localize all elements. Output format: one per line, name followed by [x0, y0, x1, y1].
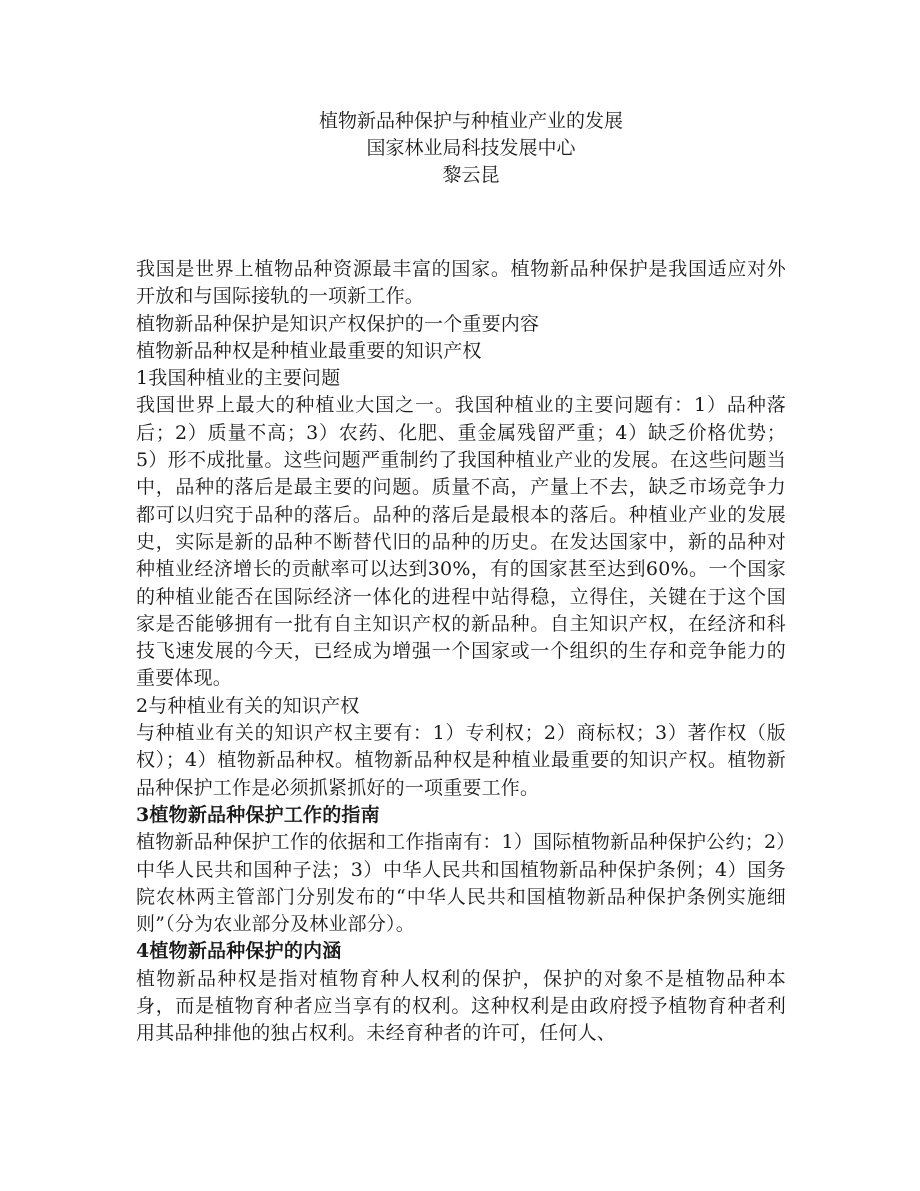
paragraph: 与种植业有关的知识产权主要有：1）专利权；2）商标权；3）著作权（版权）；4）植物新品种权。植物新品种权是种植业最重要的知识产权。植物新品种保护工作是必须抓紧抓好的一项重要工作。 — [136, 722, 786, 799]
organization-name: 国家林业局科技发展中心 — [366, 137, 576, 159]
section-heading: 1我国种植业的主要问题 — [136, 367, 341, 390]
document-page — [136, 108, 786, 1048]
document-title: 植物新品种保护与种植业产业的发展 — [318, 110, 623, 132]
paragraph: 我国是世界上植物品种资源最丰富的国家。植物新品种保护是我国适应对外开放和与国际接轨的一项新工作。 — [136, 258, 786, 308]
author-name: 黎云昆 — [442, 164, 500, 186]
paragraph: 植物新品种权是种植业最重要的知识产权 — [136, 339, 482, 362]
title-block — [156, 108, 786, 189]
document-body — [136, 256, 786, 1048]
paragraph: 植物新品种权是指对植物育种人权利的保护，保护的对象不是植物品种本身，而是植物育种者应当享有的权利。这种权利是由政府授予植物育种者利用其品种排他的独占权利。未经育种者的许可，任何人、 — [136, 967, 786, 1045]
section-heading: 4植物新品种保护的内涵 — [136, 940, 342, 963]
paragraph: 植物新品种保护工作的依据和工作指南有：1）国际植物新品种保护公约；2）中华人民共和国种子法；3）中华人民共和国植物新品种保护条例；4）国务院农林两主管部门分别发布的“中华人民共和国植物新品种保护条例实施细则”（分为农业部分及林业部分）。 — [136, 831, 786, 936]
section-heading: 3植物新品种保护工作的指南 — [136, 803, 380, 826]
paragraph: 植物新品种保护是知识产权保护的一个重要内容 — [136, 312, 540, 335]
section-heading: 2与种植业有关的知识产权 — [136, 694, 360, 717]
paragraph: 我国世界上最大的种植业大国之一。我国种植业的主要问题有：1）品种落后；2）质量不高；3）农药、化肥、重金属残留严重；4）缺乏价格优势；5）形不成批量。这些问题严重制约了我国种植业产业的发展。在这些问题当中，品种的落后是最主要的问题。质量不高，产量上不去，缺乏市场竞争力都可以归究于品种的落后。品种的落后是最根本的落后。种植业产业的发展史，实际是新的品种不断替代旧的品种的历史。在发达国家中，新的品种对种植业经济增长的贡献率可以达到30%，有的国家甚至达到60%。一个国家的种植业能否在国际经济一体化的进程中站得稳，立得住，关键在于这个国家是否能够拥有一批有自主知识产权的新品种。自主知识产权，在经济和科技飞速发展的今天，已经成为增强一个国家或一个组织的生存和竞争能力的重要体现。 — [136, 394, 786, 690]
